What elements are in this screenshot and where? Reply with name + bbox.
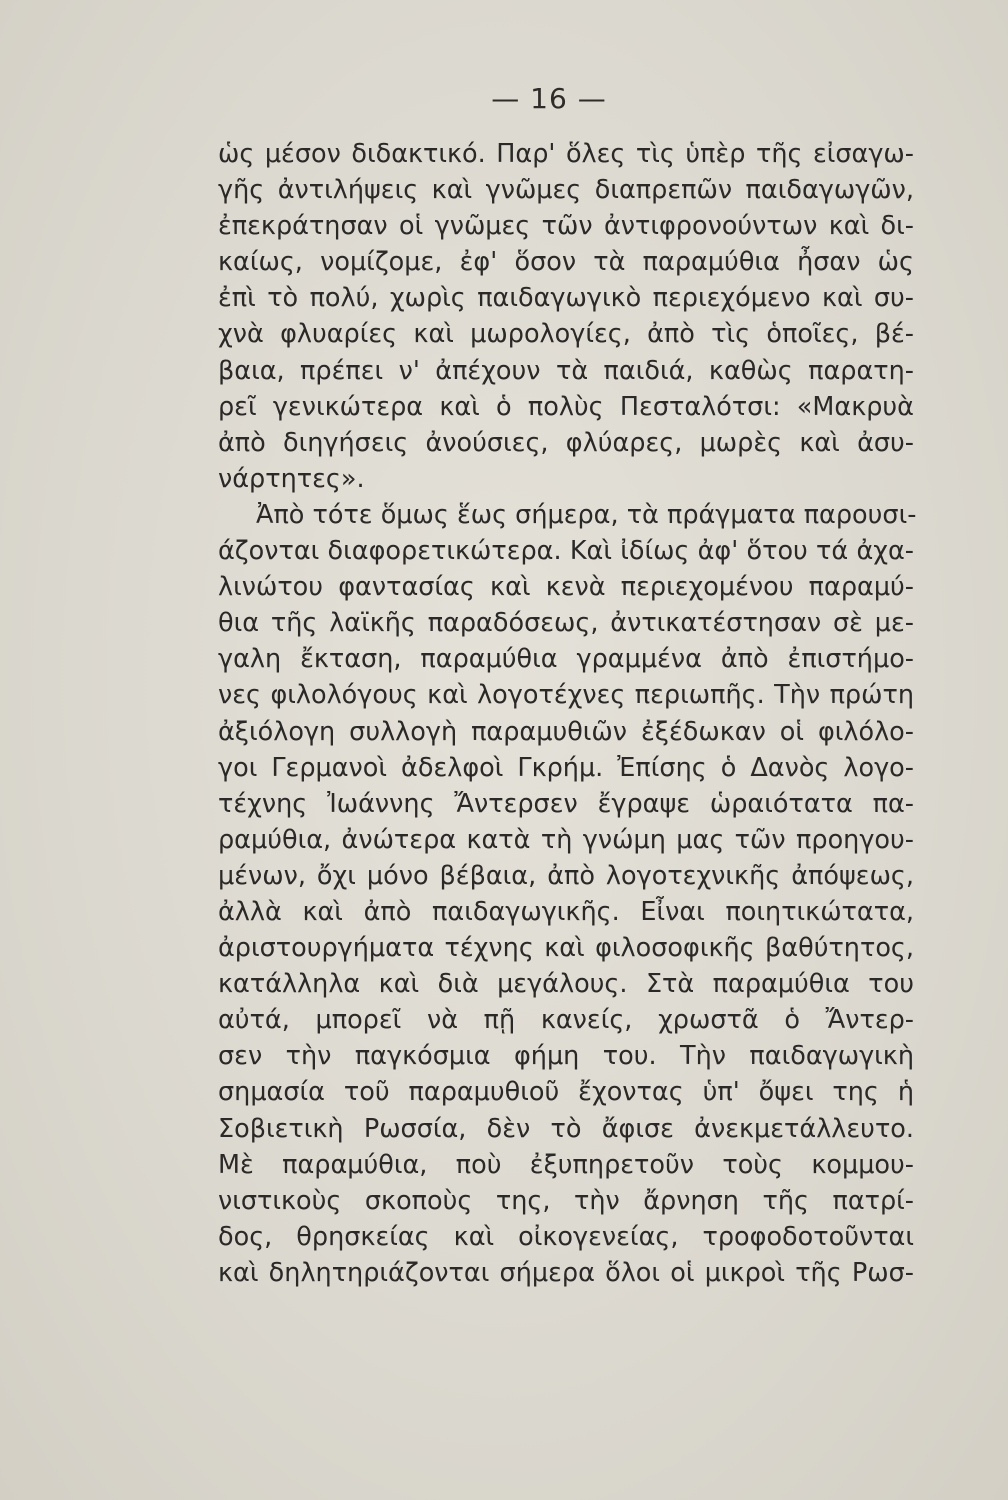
text-line: δος, θρησκείας καὶ οἰκογενείας, τροφοδοτοῦνται <box>218 1221 914 1252</box>
text-line: τέχνης Ἰωάννης Ἄντερσεν ἔγραψε ὡραιότατα πα- <box>218 788 914 819</box>
text-line: αὐτά, μπορεῖ νὰ πῇ κανείς, χρωστᾶ ὁ Ἄντερ- <box>218 1005 914 1036</box>
text-line: ραμύθια, ἀνώτερα κατὰ τὴ γνώμη μας τῶν προηγου- <box>218 824 914 855</box>
text-line: σημασία τοῦ παραμυθιοῦ ἔχοντας ὑπ' ὄψει της ἡ <box>218 1077 914 1108</box>
text-line: καίως, νομίζομε, ἐφ' ὅσον τὰ παραμύθια ἦσαν ὡς <box>218 247 914 278</box>
text-line: καὶ δηλητηριάζονται σήμερα ὅλοι οἱ μικροὶ τῆς Ρωσ- <box>218 1257 914 1288</box>
paragraph-start-line: Ἀπὸ τότε ὅμως ἕως σήμερα, τὰ πράγματα παρουσι- <box>256 499 917 530</box>
text-line: λινώτου φαντασίας καὶ κενὰ περιεχομένου παραμύ- <box>218 572 914 603</box>
text-line: νάρτητες». <box>218 463 365 494</box>
text-line: ἀπὸ διηγήσεις ἀνούσιες, φλύαρες, μωρὲς καὶ ἀσυ- <box>218 427 914 458</box>
text-line: ἐπεκράτησαν οἱ γνῶμες τῶν ἀντιφρονούντων καὶ δι- <box>218 211 914 242</box>
text-line: ρεῖ γενικώτερα καὶ ὁ πολὺς Πεσταλότσι: «Μακρυὰ <box>218 391 914 422</box>
body-text <box>218 136 917 1291</box>
text-line: μένων, ὄχι μόνο βέβαια, ἀπὸ λογοτεχνικῆς ἀπόψεως, <box>218 860 914 891</box>
text-line: ἀξιόλογη συλλογὴ παραμυθιῶν ἐξέδωκαν οἱ φιλόλο- <box>218 716 914 747</box>
text-line: Μὲ παραμύθια, ποὺ ἐξυπηρετοῦν τοὺς κομμου- <box>218 1149 914 1180</box>
text-line: σεν τὴν παγκόσμια φήμη του. Τὴν παιδαγωγικὴ <box>218 1041 914 1072</box>
text-line: νιστικοὺς σκοποὺς της, τὴν ἄρνηση τῆς πατρί- <box>218 1185 914 1216</box>
text-line: ἀλλὰ καὶ ἀπὸ παιδαγωγικῆς. Εἶναι ποιητικώτατα, <box>218 896 914 927</box>
text-line: κατάλληλα καὶ διὰ μεγάλους. Στὰ παραμύθια του <box>218 969 914 1000</box>
text-line: βαια, πρέπει ν' ἀπέχουν τὰ παιδιά, καθὼς παρατη- <box>218 355 914 386</box>
text-line: γοι Γερμανοὶ ἀδελφοὶ Γκρήμ. Ἐπίσης ὁ Δανὸς λογο- <box>218 752 914 783</box>
text-line: νες φιλολόγους καὶ λογοτέχνες περιωπῆς. Τὴν πρώτη <box>218 680 914 711</box>
text-line: ὡς μέσον διδακτικό. Παρ' ὅλες τὶς ὑπὲρ τῆς εἰσαγω- <box>218 139 914 169</box>
text-line: θια τῆς λαϊκῆς παραδόσεως, ἀντικατέστησαν σὲ με- <box>218 608 914 639</box>
text-line: Σοβιετικὴ Ρωσσία, δὲν τὸ ἄφισε ἀνεκμετάλλευτο. <box>218 1113 914 1144</box>
page-number: — 16 — <box>491 82 607 115</box>
text-line: χνὰ φλυαρίες καὶ μωρολογίες, ἀπὸ τὶς ὁποῖες, βέ- <box>218 319 914 350</box>
text-line: ἀριστουργήματα τέχνης καὶ φιλοσοφικῆς βαθύτητος, <box>218 933 914 964</box>
text-line: γῆς ἀντιλήψεις καὶ γνῶμες διαπρεπῶν παιδαγωγῶν, <box>218 175 914 206</box>
text-line: γαλη ἔκταση, παραμύθια γραμμένα ἀπὸ ἐπιστήμο- <box>218 644 914 675</box>
text-line: άζονται διαφορετικώτερα. Καὶ ἰδίως ἀφ' ὅτου τά ἀχα- <box>218 536 914 567</box>
text-line: ἐπὶ τὸ πολύ, χωρὶς παιδαγωγικὸ περιεχόμενο καὶ συ- <box>218 283 914 314</box>
